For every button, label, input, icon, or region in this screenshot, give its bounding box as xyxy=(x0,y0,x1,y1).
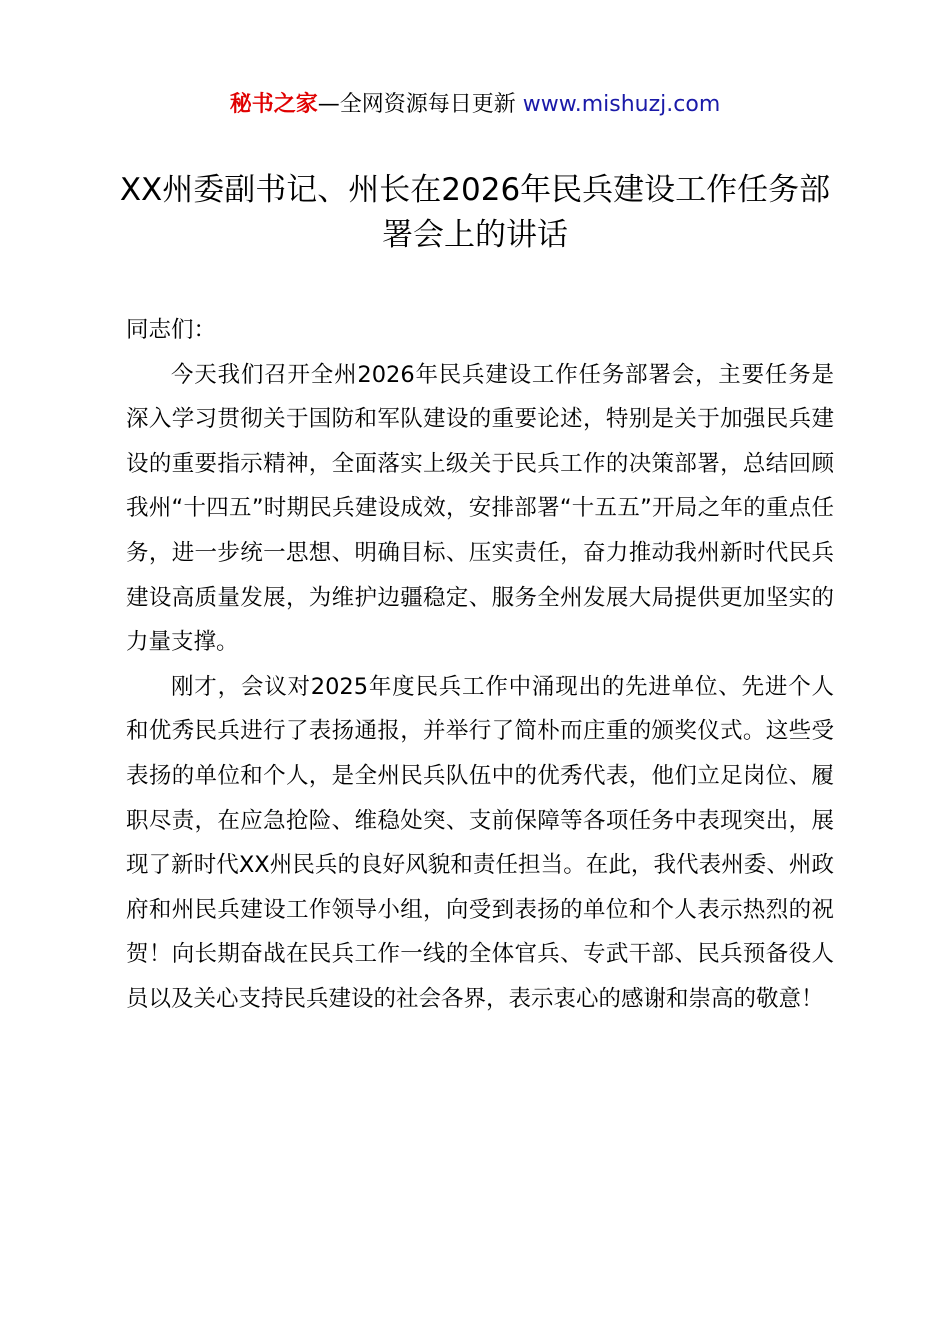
site-header xyxy=(0,88,950,122)
salutation: 同志们： xyxy=(126,317,217,343)
paragraph-1: 今天我们召开全州2026年民兵建设工作任务部署会，主要任务是深入学习贯彻关于国防和军队建设的重要论述，特别是关于加强民兵建设的重要指示精神，全面落实上级关于民兵工作的决策部署，总结回顾我州“十四五”时期民兵建设成效，安排部署“十五五”开局之年的重点任务，进一步统一思想、明确目标、压实责任，奋力推动我州新时代民兵建设高质量发展，为维护边疆稳定、服务全州发展大局提供更加坚实的力量支撑。 xyxy=(126,361,834,656)
site-url-link[interactable]: www.mishuzj.com xyxy=(522,92,721,117)
document-body xyxy=(126,308,834,1022)
paragraph-2: 刚才，会议对2025年度民兵工作中涌现出的先进单位、先进个人和优秀民兵进行了表扬通报，并举行了简朴而庄重的颁奖仪式。这些受表扬的单位和个人，是全州民兵队伍中的优秀代表，他们立足岗位、履职尽责，在应急抢险、维稳处突、支前保障等各项任务中表现突出，展现了新时代XX州民兵的良好风貌和责任担当。在此，我代表州委、州政府和州民兵建设工作领导小组，向受到表扬的单位和个人表示热烈的祝贺！向长期奋战在民兵工作一线的全体官兵、专武干部、民兵预备役人员以及关心支持民兵建设的社会各界，表示衷心的感谢和崇高的敬意！ xyxy=(126,673,834,1012)
site-tagline: —全网资源每日更新 xyxy=(317,92,523,117)
site-brand: 秘书之家 xyxy=(229,92,318,117)
document-title: XX州委副书记、州长在2026年民兵建设工作任务部署会上的讲话 xyxy=(119,172,831,253)
